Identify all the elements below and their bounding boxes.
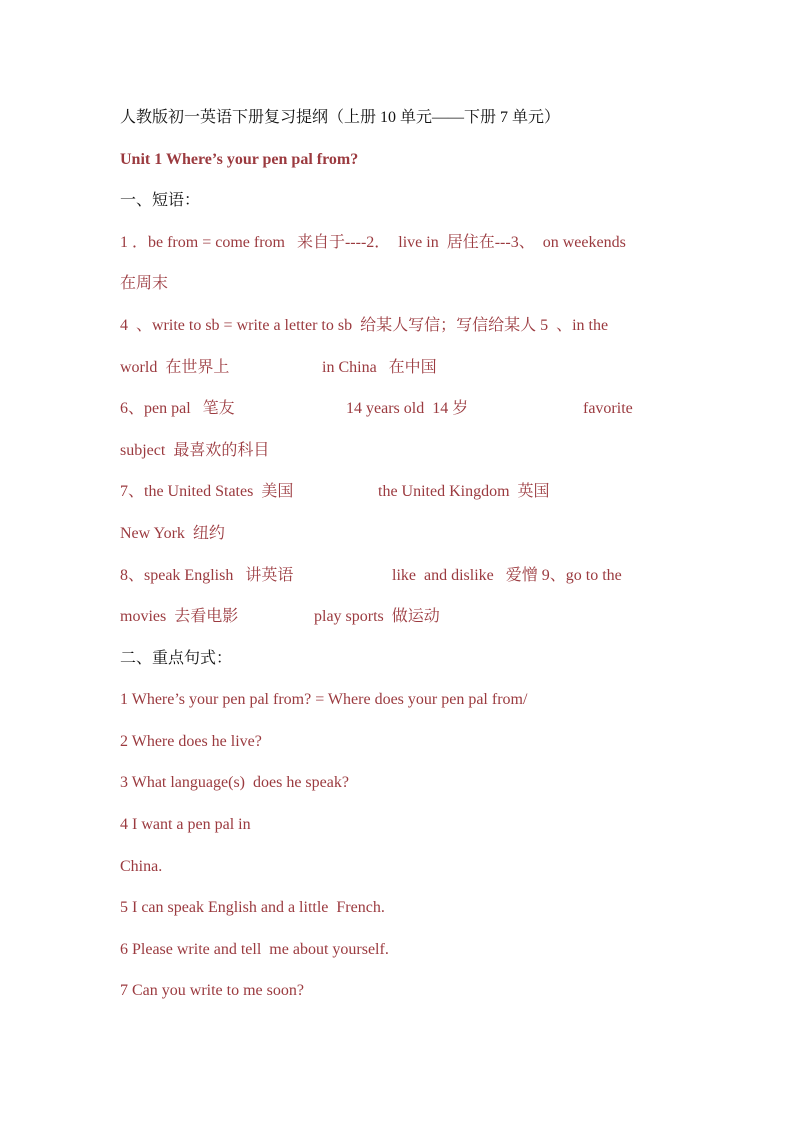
phrase-line-1: 1 ．be from = come from 来自于----2． live in 居住在---3、 on weekends — [120, 234, 626, 251]
unit-heading: Unit 1 Where’s your pen pal from? — [120, 151, 359, 168]
phrase-new-york: New York 纽约 — [120, 525, 225, 542]
phrase-united-states: 7、the United States 美国 — [120, 483, 294, 500]
document-title: 人教版初一英语下册复习提纲（上册 10 单元——下册 7 单元） — [120, 109, 561, 126]
section-heading-sentences: 二、重点句式： — [120, 650, 233, 667]
phrase-subject: subject 最喜欢的科目 — [120, 442, 270, 459]
sentence-item: 3 What language(s) does he speak? — [120, 774, 349, 791]
sentence-item: 1 Where’s your pen pal from? = Where does your pen pal from/ — [120, 691, 528, 708]
sentence-item: 4 I want a pen pal in — [120, 816, 251, 833]
phrase-play-sports: play sports 做运动 — [314, 608, 440, 625]
phrase-line-1-cont: 在周末 — [120, 275, 169, 292]
sentence-item: 5 I can speak English and a little French. — [120, 899, 385, 916]
phrase-speak-english: 8、speak English 讲英语 — [120, 567, 294, 584]
phrase-world: world 在世界上 — [120, 359, 230, 376]
sentence-item: 6 Please write and tell me about yourself. — [120, 941, 389, 958]
phrase-movies: movies 去看电影 — [120, 608, 239, 625]
phrase-line-2: 4 、write to sb = write a letter to sb 给某人写信；写信给某人 5 、in the — [120, 317, 609, 334]
section-heading-phrases: 一、短语： — [120, 192, 201, 209]
phrase-in-china: in China 在中国 — [322, 359, 437, 376]
sentence-item: 7 Can you write to me soon? — [120, 982, 304, 999]
phrase-favorite: favorite — [583, 400, 633, 417]
phrase-like-dislike: like and dislike 爱憎 9、go to the — [392, 567, 622, 584]
sentence-item: 2 Where does he live? — [120, 733, 262, 750]
phrase-years-old: 14 years old 14 岁 — [346, 400, 469, 417]
phrase-pen-pal: 6、pen pal 笔友 — [120, 400, 235, 417]
sentence-item: China. — [120, 858, 163, 875]
phrase-united-kingdom: the United Kingdom 英国 — [378, 483, 550, 500]
